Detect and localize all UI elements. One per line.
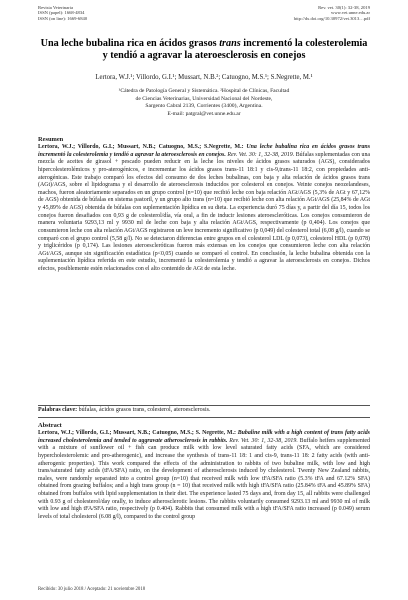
abstract-body: Buffalo heifers supplemented with a mixture of sunflower oil + fish can produce milk with low level saturated fatty acids (SFA, which are considered hypercholesterolemic and pro-atherogenic), and increase the synthesis of trans-11 18: 1 and cis-9, trans-11 18: 2 fatty acids (with anti-atherogenic properties). This work compared the effects of the administration to rabbits of two bubaline milk, with low and high trans/saturated fatty acids (tFA/SFA) ratio, on the development of atherosclerosis induced by cholesterol. Twenty New Zealand rabbits, males, were randomly separated into a control group (n=10) that received milk with low tFA/SFA ratio (5.3% tFA and 67.12% SFA) obtained from grazing buffalos; and a high trans group (n = 10) that received milk with high tFA/SFA ratio (25.84% tFA and 45.89% SFA) obtained from buffalos with lipid supplementation in their diet. The experience lasted 75 days and, from day 15, all rabbits were challenged with 0.93 g of cholesterol/day orally, to induce atherosclerotic lesions. The rabbits voluntarily consumed 9293.13 ml and 9930 ml of milk with low and high tFA/SFA ratio, respectively (p 0.404). Rabbits that consumed milk with a high tFA/SFA ratio increased (p 0.049) serum levels of total cholesterol (6.08 g/l), compared to the control group bbox=[38, 437, 370, 520]
author-list: Lertora, W.J.¹; Villordo, G.I.¹; Mussart, N.B.²; Catuogno, M.S.¹; S.Negrette, M.¹ bbox=[95, 74, 313, 81]
title-part-2: incrementó la colesterolemia y tendió a agravar la ateroesclerosis en conejos bbox=[102, 38, 368, 62]
resumen-text bbox=[38, 144, 370, 274]
abstract-section bbox=[38, 422, 370, 522]
affiliation-line: Sargento Cabral 2139, Corrientes (3400), Argentina. bbox=[145, 103, 263, 110]
resumen-section bbox=[38, 136, 370, 274]
journal-name: Revista Veterinaria bbox=[38, 5, 73, 10]
affiliation-line: de Ciencias Veterinarias, Universidad Nacional del Nordeste, bbox=[135, 95, 273, 102]
issn-online: ISSN (on line): 1669-6840 bbox=[38, 15, 88, 21]
affiliation-block bbox=[80, 88, 328, 118]
abstract-article-title: Bubaline milk with a high content of trans fatty acids increased cholesterolemia and tended to aggravate atherosclerosis in rabbits. bbox=[38, 430, 370, 444]
title-italic-trans: trans bbox=[219, 38, 241, 49]
abstract-heading: Abstract bbox=[38, 422, 62, 429]
issn-print: ISSN (papel): 1668-4834 bbox=[38, 10, 85, 16]
resumen-article-title: Una leche bubalina rica en ácidos grasos trans incrementó la colesterolemia y tendió a agravar la ateroesclerosis en conejos. bbox=[38, 144, 370, 158]
abstract-text bbox=[38, 430, 370, 522]
abstract-reference: Rev. Vet. 30: 1, 32-38, 2019. bbox=[227, 437, 298, 444]
received-accepted-dates: Recibido: 30 julio 2018 / Aceptado: 21 noviembre 2018 bbox=[38, 587, 146, 592]
contact-email[interactable]: E-mail: patgral@vet.unne.edu.ar bbox=[167, 110, 241, 117]
journal-header-right bbox=[294, 5, 370, 21]
journal-header-left bbox=[38, 5, 87, 21]
title-part-1: Una leche bubalina rica en ácidos grasos bbox=[40, 38, 220, 49]
abstract-authors: Lertora, W.J.; Villordo, G.I.; Mussart, N.B.; Catuogno, M.S.; S. Negrette, M.: bbox=[38, 430, 236, 436]
paper-title bbox=[38, 38, 370, 62]
resumen-authors: Lertora, W.J.; Villordo, G.I.; Mussart, N.B.; Catuogno, M.S.; S.Negrette, M.: bbox=[38, 144, 244, 150]
resumen-heading: Resumen bbox=[38, 136, 64, 143]
resumen-body: Búfalas suplementadas con una mezcla de aceites de girasol + pescado pueden reducir en la leche los niveles de ácidos grasos saturados (AGS), considerados hipercolesterolémicos y pro-aterogénicos, e incrementar los ácidos grasos trans-11 18:1 y cis-9,trans-11 18:2, con propiedades anti-aterogénicas. Este trabajo comparó los efectos del consumo de dos leches bubalinas, con baja y alta relación de ácidos grasos trans (AGt)/AGS, sobre el lipidograma y el desarrollo de ateroesclerosis inducidos por colesterol en conejos. Veinte conejos neozelandeses, machos, fueron aleatoriamente separados en un grupo control (n=10) que recibió leche con baja relación AGt/AGS (5,3% de AGt y 67,12% de AGS) obtenida de búfalas en sistema pastoril, y un grupo alto trans (n=10) que recibió leche con alta relación AGt/AGS (25,84% de AGt y 45,89% de AGS) obtenida de búfalas con suplementación lipídica en su dieta. La experiencia duró 75 días y, a partir del día 15, todos los conejos fueron desafiados con 0,93 g de colesterol/día, vía oral, a fin de inducir lesiones ateroescleróticas. Los conejos consumieron de manera voluntaria 9293,13 ml y 9930 ml de leche con baja y alta relación AGt/AGS, respectivamente (p 0,404). Los conejos que consumieron leche con alta relación AGt/AGS registraron un leve incremento significativo (p 0,049) del colesterol total (6,08 g/l), cuando se comparó con el grupo control (5,58 g/l). No se detectaron diferencias entre grupos en el colesterol LDL (p 0,073), colesterol HDL (p 0,078) y triglicéridos (p 0,174). Las lesiones ateroescleróticas fueron más extensas en los conejos que consumieron leche con alta relación AGt/AGS, aunque sin significación estadística (p<0,05) cuando se comparó el control. En conclusión, la leche bubalina obtenida con la suplementación lipídica referida en este estudio, incrementó la colesterolemia y tendió a agravar la ateroesclerosis en conejos. Dichos efectos, posiblemente estén relacionados con el alto contenido de AGt de esta leche. bbox=[38, 151, 371, 272]
section-divider bbox=[38, 417, 370, 418]
affiliation-line: ¹Cátedra de Patología General y Sistemática. ²Hospital de Clínicas, Facultad bbox=[118, 88, 290, 94]
citation-ref: Rev. vet. 30(1): 32-38, 2019 bbox=[318, 5, 370, 10]
resumen-reference: Rev. Vet. 30: 1, 32-38, 2019. bbox=[225, 151, 295, 158]
keywords-line bbox=[38, 406, 370, 414]
doi-link[interactable]: http://dx.doi.org/10.30972/vet.3013…pdf bbox=[293, 15, 370, 21]
keywords-label: Palabras clave: bbox=[38, 407, 78, 413]
journal-url[interactable]: www.vet.unne.edu.ar bbox=[331, 10, 370, 16]
keywords-text: búfalas, ácidos grasos trans, colesterol, ateroesclerosis. bbox=[77, 407, 211, 413]
